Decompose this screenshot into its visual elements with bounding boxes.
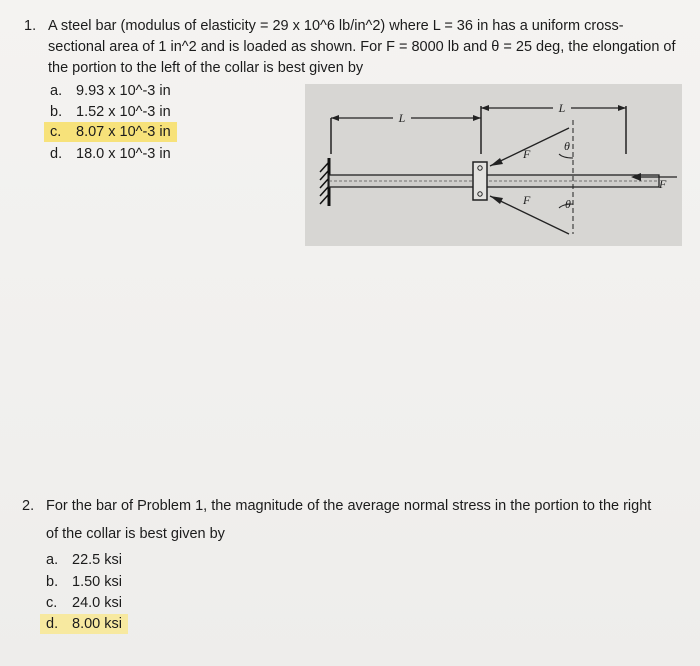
question-2 <box>0 480 700 660</box>
question-1-option-b <box>50 102 171 122</box>
question-1-option-a <box>50 81 171 101</box>
theta-arc-top <box>559 154 573 158</box>
option-text: 9.93 x 10^-3 in <box>76 83 171 99</box>
question-2-option-b <box>46 572 122 592</box>
label-L-right: L <box>558 101 566 115</box>
question-2-number: 2. <box>22 498 35 514</box>
collar <box>473 162 487 200</box>
option-text: 24.0 ksi <box>72 595 122 611</box>
option-letter: b. <box>50 104 63 120</box>
question-2-option-d-highlighted <box>40 614 128 634</box>
question-1-number: 1. <box>24 18 37 34</box>
option-letter: c. <box>50 124 62 140</box>
question-2-line-1: For the bar of Problem 1, the magnitude of the average normal stress in the portion to the right <box>46 498 652 514</box>
option-letter: b. <box>46 574 59 590</box>
question-2-line-2: of the collar is best given by <box>46 526 225 542</box>
dimension-arrow <box>473 115 481 121</box>
dimension-arrow <box>331 115 339 121</box>
option-text: 8.00 ksi <box>72 616 122 632</box>
option-text: 22.5 ksi <box>72 552 122 568</box>
option-letter: a. <box>50 83 63 99</box>
label-F-bottom: F <box>523 193 531 207</box>
option-letter: d. <box>50 146 63 162</box>
diagram-svg <box>305 84 682 246</box>
label-L-left: L <box>398 111 406 125</box>
force-arrowhead-top <box>490 158 503 166</box>
question-1-line-1: A steel bar (modulus of elasticity = 29 x 10^6 lb/in^2) where L = 36 in has a uniform cross- <box>48 18 624 34</box>
question-2-option-c <box>46 593 122 613</box>
option-letter: c. <box>46 595 58 611</box>
option-letter: d. <box>46 616 59 632</box>
question-1-line-3: the portion to the left of the collar is best given by <box>48 60 364 76</box>
label-F-top: F <box>523 147 531 161</box>
option-text: 1.50 ksi <box>72 574 122 590</box>
question-2-option-a <box>46 550 122 570</box>
force-arrowhead-bottom <box>490 196 503 204</box>
label-F-end: F <box>659 177 667 191</box>
question-1-option-d <box>50 144 171 164</box>
label-theta-bottom: θ <box>565 197 571 211</box>
dimension-arrow <box>618 105 626 111</box>
option-text: 8.07 x 10^-3 in <box>76 124 171 140</box>
label-theta-top: θ <box>564 139 570 153</box>
dimension-arrow <box>481 105 489 111</box>
bar-collar-diagram <box>305 84 682 246</box>
question-1-option-c-highlighted <box>44 122 177 142</box>
option-text: 1.52 x 10^-3 in <box>76 104 171 120</box>
option-letter: a. <box>46 552 59 568</box>
option-text: 18.0 x 10^-3 in <box>76 146 171 162</box>
question-1-line-2: sectional area of 1 in^2 and is loaded as shown. For F = 8000 lb and θ = 25 deg, the elongation of <box>48 39 676 55</box>
